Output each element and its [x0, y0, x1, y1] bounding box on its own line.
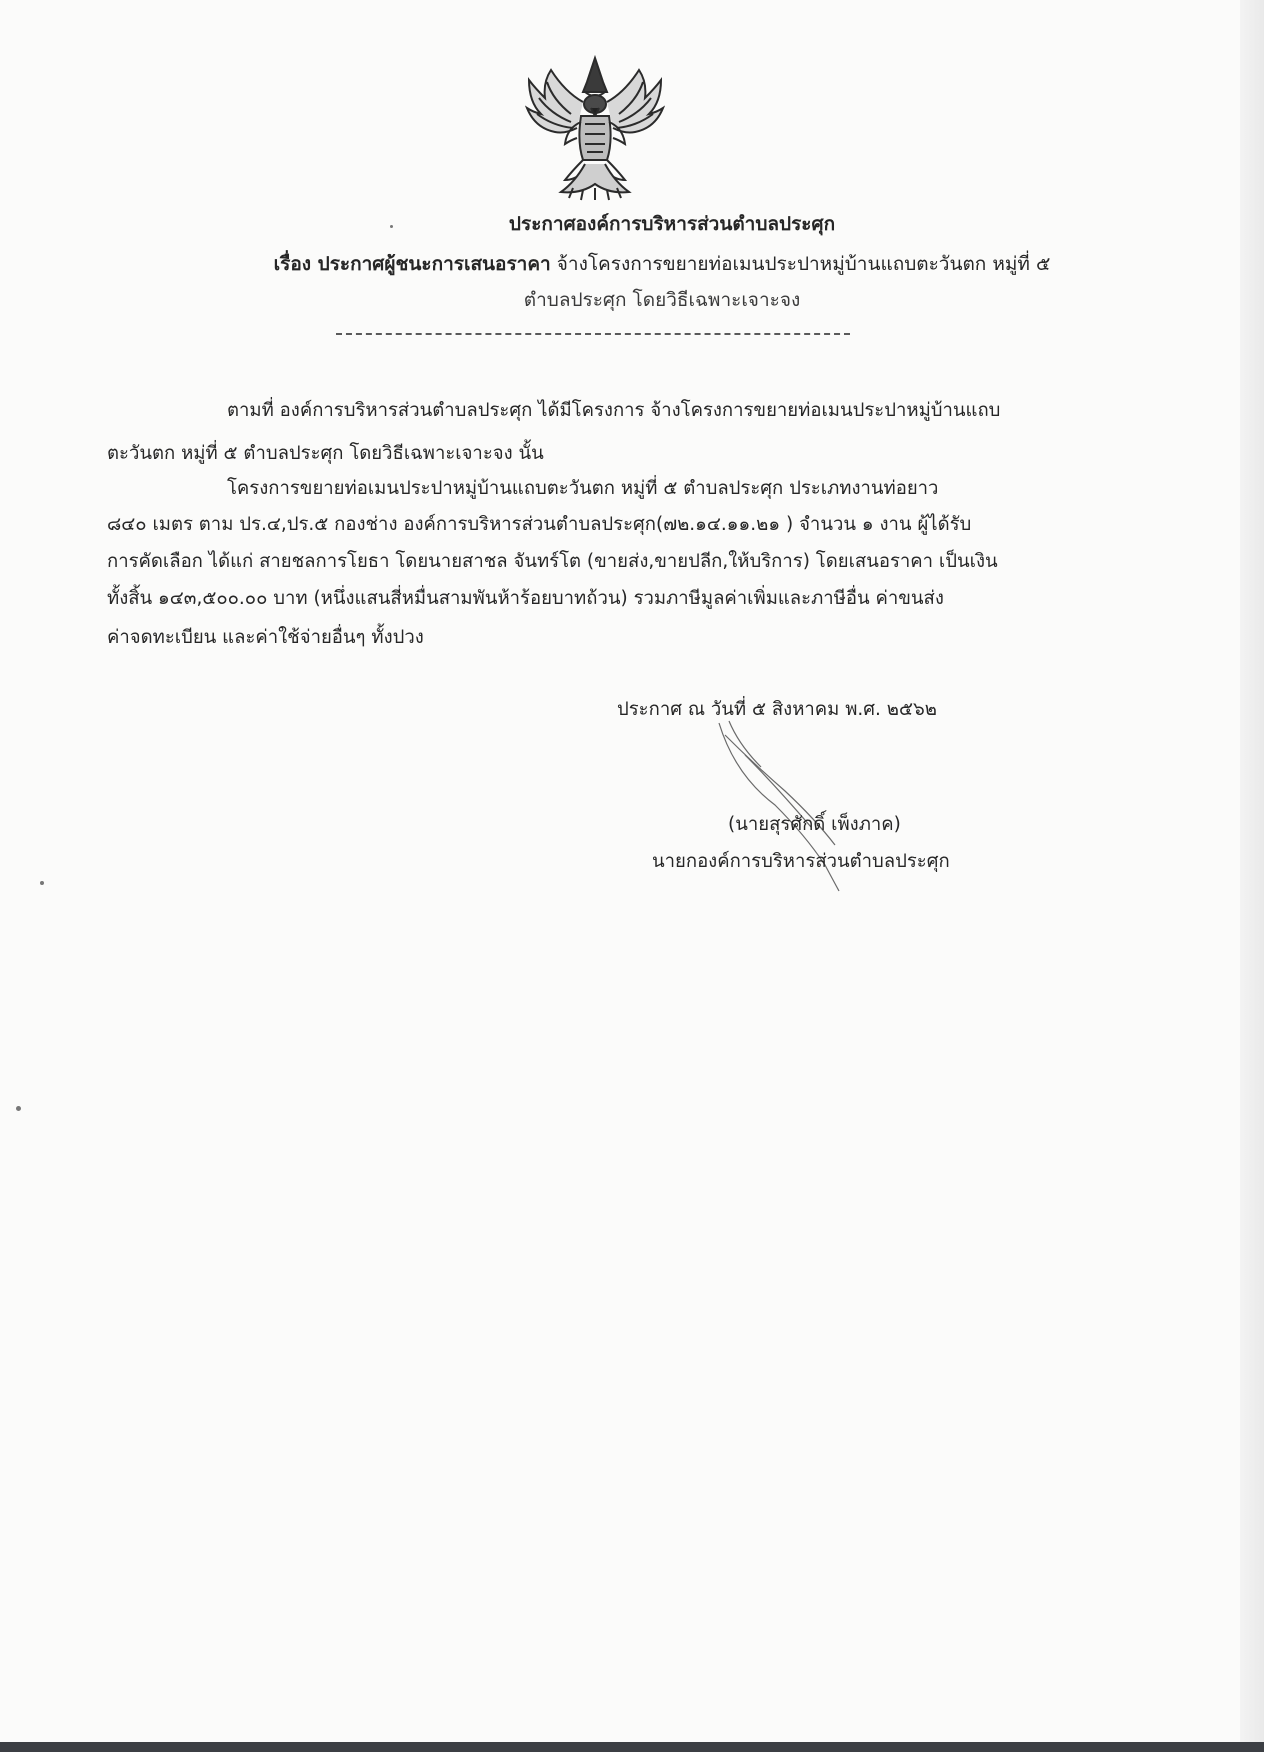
body-line: โครงการขยายท่อเมนประปาหมู่บ้านแถบตะวันตก หมู่ที่ ๕ ตำบลประศุก ประเภทงานท่อยาว [227, 478, 939, 499]
signer-position: นายกองค์การบริหารส่วนตำบลประศุก [652, 851, 950, 872]
body-line: การคัดเลือก ได้แก่ สายชลการโยธา โดยนายสาชล จันทร์โต (ขายส่ง,ขายปลีก,ให้บริการ) โดยเสนอราคา เป็นเงิน [107, 551, 998, 572]
dashed-divider [336, 333, 850, 335]
subject-label: เรื่อง ประกาศผู้ชนะการเสนอราคา [273, 253, 551, 275]
garuda-emblem-icon [525, 52, 665, 202]
scan-speck [40, 881, 44, 885]
body-line: ทั้งสิ้น ๑๔๓,๕๐๐.๐๐ บาท (หนึ่งแสนสี่หมื่นสามพันห้าร้อยบาทถ้วน) รวมภาษีมูลค่าเพิ่มและภาษีอื่น ค่าขนส่ง [107, 588, 944, 609]
subject-text: จ้างโครงการขยายท่อเมนประปาหมู่บ้านแถบตะวันตก หมู่ที่ ๕ [556, 253, 1051, 275]
announce-date: ประกาศ ณ วันที่ ๕ สิงหาคม พ.ศ. ๒๕๖๒ [617, 699, 937, 720]
body-line: ตะวันตก หมู่ที่ ๕ ตำบลประศุก โดยวิธีเฉพาะเจาะจง นั้น [107, 443, 544, 464]
signer-name: (นายสุรศักดิ์ เพ็งภาค) [728, 814, 901, 835]
announcement-subject [30, 251, 1264, 277]
body-line: ค่าจดทะเบียน และค่าใช้จ่ายอื่นๆ ทั้งปวง [107, 627, 424, 648]
body-line: ตามที่ องค์การบริหารส่วนตำบลประศุก ได้มีโครงการ จ้างโครงการขยายท่อเมนประปาหมู่บ้านแถบ [227, 400, 1001, 421]
scan-speck [16, 1106, 21, 1111]
scan-speck [390, 225, 393, 228]
body-line: ๘๔๐ เมตร ตาม ปร.๔,ปร.๕ กองช่าง องค์การบริหารส่วนตำบลประศุก(๗๒.๑๔.๑๑.๒๑ ) จำนวน ๑ งาน ผู้ได้รับ [107, 514, 972, 535]
announcement-subject-line2: ตำบลประศุก โดยวิธีเฉพาะเจาะจง [523, 289, 801, 311]
announcement-title: ประกาศองค์การบริหารส่วนตำบลประศุก [508, 213, 836, 235]
scan-edge-bottom [0, 1742, 1264, 1752]
